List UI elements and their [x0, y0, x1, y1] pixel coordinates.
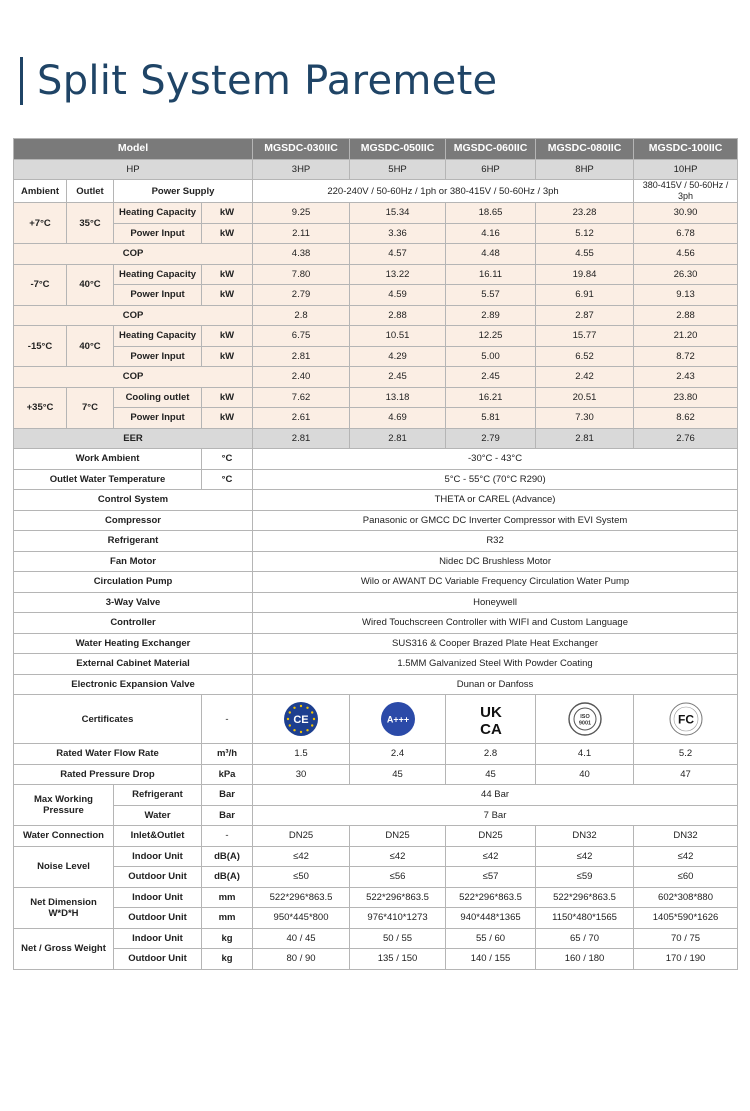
value-cell: 522*296*863.5	[350, 887, 446, 908]
sub-label: Refrigerant	[114, 785, 202, 806]
value-cell: 2.40	[253, 367, 350, 388]
heating-capacity-label: Heating Capacity	[114, 264, 202, 285]
ambient-value: -7°C	[14, 264, 67, 305]
value-cell: 30.90	[634, 203, 738, 224]
ambient-value: -15°C	[14, 326, 67, 367]
cert-cell	[446, 695, 536, 744]
sub-label: Water	[114, 805, 202, 826]
value-cell: 30	[253, 764, 350, 785]
heating-capacity-row	[14, 203, 738, 224]
controller-value: Wired Touchscreen Controller with WIFI and Custom Language	[253, 613, 738, 634]
heating-capacity-row	[14, 264, 738, 285]
value-cell: 2.79	[446, 428, 536, 449]
circulation-pump-value: Wilo or AWANT DC Variable Frequency Circulation Water Pump	[253, 572, 738, 593]
hp-label: HP	[14, 159, 253, 180]
heating-capacity-label: Heating Capacity	[114, 326, 202, 347]
outlet-value: 7°C	[67, 387, 114, 428]
unit-label: kg	[202, 928, 253, 949]
value-cell: 21.20	[634, 326, 738, 347]
value-cell: 2.45	[350, 367, 446, 388]
value-cell: 976*410*1273	[350, 908, 446, 929]
cabinet-material-value: 1.5MM Galvanized Steel With Powder Coating	[253, 654, 738, 675]
value-cell: 4.56	[634, 244, 738, 265]
value-cell: 2.81	[253, 428, 350, 449]
value-cell: 6.78	[634, 223, 738, 244]
value-cell: 7.80	[253, 264, 350, 285]
model-label: Model	[14, 139, 253, 160]
unit-label: kW	[202, 326, 253, 347]
power-supply-label: Power Supply	[114, 180, 253, 203]
value-cell: 1150*480*1565	[536, 908, 634, 929]
unit-label: mm	[202, 887, 253, 908]
ukca-mark-icon	[473, 701, 509, 737]
value-cell: 2.81	[350, 428, 446, 449]
ambient-value: +35°C	[14, 387, 67, 428]
value-cell: ≤56	[350, 867, 446, 888]
weight-outdoor-row	[14, 949, 738, 970]
value-cell: 12.25	[446, 326, 536, 347]
power-input-row	[14, 285, 738, 306]
sub-label: Indoor Unit	[114, 887, 202, 908]
power-input-label: Power Input	[114, 408, 202, 429]
cop-label: COP	[14, 305, 253, 326]
work-ambient-value: -30°C - 43°C	[253, 449, 738, 470]
value-cell: 2.8	[446, 744, 536, 765]
value-cell: ≤60	[634, 867, 738, 888]
value-cell: 20.51	[536, 387, 634, 408]
cop-label: COP	[14, 367, 253, 388]
svg-text:CE: CE	[293, 714, 309, 726]
unit-label: Bar	[202, 805, 253, 826]
hp-row	[14, 159, 738, 180]
value-cell: 160 / 180	[536, 949, 634, 970]
value-cell: 2.4	[350, 744, 446, 765]
power-input-row	[14, 408, 738, 429]
value-cell: 6.52	[536, 346, 634, 367]
rated-pressure-drop-row	[14, 764, 738, 785]
certificates-row	[14, 695, 738, 744]
expansion-valve-row	[14, 674, 738, 695]
value-cell: 47	[634, 764, 738, 785]
value-cell: 45	[350, 764, 446, 785]
max-pressure-label: Max Working Pressure	[14, 785, 114, 826]
value-cell: ≤50	[253, 867, 350, 888]
value-cell: 2.79	[253, 285, 350, 306]
outlet-value: 40°C	[67, 326, 114, 367]
value-cell: 2.88	[634, 305, 738, 326]
unit-label: dB(A)	[202, 846, 253, 867]
value-cell: 4.1	[536, 744, 634, 765]
net-dimension-label: Net Dimension W*D*H	[14, 887, 114, 928]
certificates-label: Certificates	[14, 695, 202, 744]
max-pressure-water-row	[14, 805, 738, 826]
noise-level-label: Noise Level	[14, 846, 114, 887]
value-cell: 7.30	[536, 408, 634, 429]
power-input-label: Power Input	[114, 346, 202, 367]
unit-label: kW	[202, 203, 253, 224]
value-cell: 170 / 190	[634, 949, 738, 970]
value-cell: ≤59	[536, 867, 634, 888]
value-cell: 8.72	[634, 346, 738, 367]
power-input-label: Power Input	[114, 223, 202, 244]
value-cell: ≤42	[536, 846, 634, 867]
cert-cell	[634, 695, 738, 744]
power-input-row	[14, 346, 738, 367]
value-cell: 4.59	[350, 285, 446, 306]
hp-value: 6HP	[446, 159, 536, 180]
value-cell: 23.28	[536, 203, 634, 224]
heating-capacity-label: Heating Capacity	[114, 203, 202, 224]
value-cell: 2.89	[446, 305, 536, 326]
fcc-mark-icon	[668, 701, 704, 737]
control-system-label: Control System	[14, 490, 253, 511]
value-cell: ≤57	[446, 867, 536, 888]
value-cell: 2.43	[634, 367, 738, 388]
value-cell: 44 Bar	[253, 785, 738, 806]
water-exchanger-row	[14, 633, 738, 654]
water-exchanger-value: SUS316 & Cooper Brazed Plate Heat Exchanger	[253, 633, 738, 654]
value-cell: 5.2	[634, 744, 738, 765]
value-cell: 4.69	[350, 408, 446, 429]
value-cell: 15.34	[350, 203, 446, 224]
value-cell: 13.22	[350, 264, 446, 285]
expansion-valve-label: Electronic Expansion Valve	[14, 674, 253, 695]
value-cell: 10.51	[350, 326, 446, 347]
unit-label: -	[202, 695, 253, 744]
outlet-value: 35°C	[67, 203, 114, 244]
fan-motor-label: Fan Motor	[14, 551, 253, 572]
unit-label: kW	[202, 387, 253, 408]
cop-row	[14, 367, 738, 388]
value-cell: 4.38	[253, 244, 350, 265]
value-cell: 70 / 75	[634, 928, 738, 949]
value-cell: 940*448*1365	[446, 908, 536, 929]
eer-row	[14, 428, 738, 449]
sub-label: Indoor Unit	[114, 928, 202, 949]
value-cell: 2.88	[350, 305, 446, 326]
compressor-row	[14, 510, 738, 531]
value-cell: 2.76	[634, 428, 738, 449]
svg-text:UK: UK	[479, 704, 502, 721]
max-pressure-refrigerant-row	[14, 785, 738, 806]
hp-value: 3HP	[253, 159, 350, 180]
value-cell: DN25	[350, 826, 446, 847]
value-cell: 19.84	[536, 264, 634, 285]
sub-label: Outdoor Unit	[114, 867, 202, 888]
value-cell: 135 / 150	[350, 949, 446, 970]
value-cell: 2.87	[536, 305, 634, 326]
value-cell: 4.29	[350, 346, 446, 367]
value-cell: 18.65	[446, 203, 536, 224]
value-cell: 2.81	[253, 346, 350, 367]
compressor-value: Panasonic or GMCC DC Inverter Compressor with EVI System	[253, 510, 738, 531]
unit-label: -	[202, 826, 253, 847]
noise-indoor-row	[14, 846, 738, 867]
hp-value: 10HP	[634, 159, 738, 180]
svg-text:CA: CA	[479, 721, 502, 737]
noise-outdoor-row	[14, 867, 738, 888]
compressor-label: Compressor	[14, 510, 253, 531]
value-cell: 23.80	[634, 387, 738, 408]
value-cell: 16.11	[446, 264, 536, 285]
unit-label: kW	[202, 264, 253, 285]
water-exchanger-label: Water Heating Exchanger	[14, 633, 253, 654]
ce-mark-icon	[283, 701, 319, 737]
value-cell: 5.81	[446, 408, 536, 429]
sub-label: Outdoor Unit	[114, 908, 202, 929]
iso9001-icon	[567, 701, 603, 737]
value-cell: 8.62	[634, 408, 738, 429]
net-gross-weight-label: Net / Gross Weight	[14, 928, 114, 969]
energy-label-icon	[380, 701, 416, 737]
unit-label: dB(A)	[202, 867, 253, 888]
ambient-col-label: Ambient	[14, 180, 67, 203]
page-title-block	[20, 54, 497, 108]
value-cell: DN32	[536, 826, 634, 847]
value-cell: 140 / 155	[446, 949, 536, 970]
value-cell: 2.11	[253, 223, 350, 244]
unit-label: kW	[202, 285, 253, 306]
value-cell: 7 Bar	[253, 805, 738, 826]
cert-cell	[253, 695, 350, 744]
unit-label: kg	[202, 949, 253, 970]
controller-label: Controller	[14, 613, 253, 634]
sub-label: Indoor Unit	[114, 846, 202, 867]
model-name: MGSDC-100IIC	[634, 139, 738, 160]
value-cell: 4.57	[350, 244, 446, 265]
spec-table	[13, 138, 738, 970]
cooling-outlet-label: Cooling outlet	[114, 387, 202, 408]
ambient-value: +7°C	[14, 203, 67, 244]
model-name: MGSDC-080IIC	[536, 139, 634, 160]
value-cell: 80 / 90	[253, 949, 350, 970]
value-cell: 950*445*800	[253, 908, 350, 929]
unit-label: kW	[202, 223, 253, 244]
page-title: Split System Paremete	[37, 58, 498, 104]
value-cell: 2.45	[446, 367, 536, 388]
value-cell: 4.48	[446, 244, 536, 265]
value-cell: ≤42	[634, 846, 738, 867]
power-input-row	[14, 223, 738, 244]
value-cell: DN25	[446, 826, 536, 847]
value-cell: 7.62	[253, 387, 350, 408]
value-cell: 15.77	[536, 326, 634, 347]
unit-label: °C	[202, 469, 253, 490]
value-cell: 1405*590*1626	[634, 908, 738, 929]
cop-row	[14, 305, 738, 326]
outlet-temperature-label: Outlet Water Temperature	[14, 469, 202, 490]
value-cell: 65 / 70	[536, 928, 634, 949]
unit-label: mm	[202, 908, 253, 929]
unit-label: °C	[202, 449, 253, 470]
value-cell: 5.57	[446, 285, 536, 306]
work-ambient-label: Work Ambient	[14, 449, 202, 470]
value-cell: 50 / 55	[350, 928, 446, 949]
value-cell: 9.13	[634, 285, 738, 306]
cert-cell	[536, 695, 634, 744]
power-input-label: Power Input	[114, 285, 202, 306]
work-ambient-row	[14, 449, 738, 470]
value-cell: 40	[536, 764, 634, 785]
circulation-pump-label: Circulation Pump	[14, 572, 253, 593]
power-supply-value: 380-415V / 50-60Hz / 3ph	[634, 180, 738, 203]
hp-value: 8HP	[536, 159, 634, 180]
value-cell: 6.75	[253, 326, 350, 347]
value-cell: 522*296*863.5	[253, 887, 350, 908]
refrigerant-label: Refrigerant	[14, 531, 253, 552]
cop-label: COP	[14, 244, 253, 265]
value-cell: 2.61	[253, 408, 350, 429]
hp-value: 5HP	[350, 159, 446, 180]
value-cell: 1.5	[253, 744, 350, 765]
outlet-temperature-row	[14, 469, 738, 490]
value-cell: 40 / 45	[253, 928, 350, 949]
value-cell: 16.21	[446, 387, 536, 408]
three-way-valve-row	[14, 592, 738, 613]
rated-flow-row	[14, 744, 738, 765]
sub-label: Inlet&Outlet	[114, 826, 202, 847]
water-connection-label: Water Connection	[14, 826, 114, 847]
controller-row	[14, 613, 738, 634]
value-cell: 522*296*863.5	[446, 887, 536, 908]
svg-text:A+++: A+++	[386, 714, 409, 725]
fan-motor-value: Nidec DC Brushless Motor	[253, 551, 738, 572]
cert-cell	[350, 695, 446, 744]
control-system-row	[14, 490, 738, 511]
svg-text:ISO: ISO	[579, 714, 590, 720]
eer-label: EER	[14, 428, 253, 449]
value-cell: 45	[446, 764, 536, 785]
unit-label: m³/h	[202, 744, 253, 765]
value-cell: 6.91	[536, 285, 634, 306]
svg-text:9001: 9001	[578, 720, 591, 727]
svg-text:FC: FC	[677, 712, 694, 727]
cabinet-material-label: External Cabinet Material	[14, 654, 253, 675]
model-name: MGSDC-060IIC	[446, 139, 536, 160]
value-cell: ≤42	[253, 846, 350, 867]
value-cell: 26.30	[634, 264, 738, 285]
title-accent-bar	[20, 57, 23, 105]
control-system-value: THETA or CAREL (Advance)	[253, 490, 738, 511]
value-cell: 3.36	[350, 223, 446, 244]
dimension-indoor-row	[14, 887, 738, 908]
outlet-temperature-value: 5°C - 55°C (70°C R290)	[253, 469, 738, 490]
refrigerant-value: R32	[253, 531, 738, 552]
model-header-row	[14, 139, 738, 160]
value-cell: 2.42	[536, 367, 634, 388]
value-cell: 9.25	[253, 203, 350, 224]
three-way-valve-label: 3-Way Valve	[14, 592, 253, 613]
value-cell: DN32	[634, 826, 738, 847]
value-cell: 602*308*880	[634, 887, 738, 908]
value-cell: DN25	[253, 826, 350, 847]
power-supply-value: 220-240V / 50-60Hz / 1ph or 380-415V / 50-60Hz / 3ph	[253, 180, 634, 203]
value-cell: 2.81	[536, 428, 634, 449]
value-cell: 55 / 60	[446, 928, 536, 949]
value-cell: 5.00	[446, 346, 536, 367]
value-cell: 5.12	[536, 223, 634, 244]
three-way-valve-value: Honeywell	[253, 592, 738, 613]
cop-row	[14, 244, 738, 265]
value-cell: ≤42	[350, 846, 446, 867]
water-connection-row	[14, 826, 738, 847]
value-cell: 522*296*863.5	[536, 887, 634, 908]
unit-label: Bar	[202, 785, 253, 806]
rated-flow-label: Rated Water Flow Rate	[14, 744, 202, 765]
expansion-valve-value: Dunan or Danfoss	[253, 674, 738, 695]
unit-label: kW	[202, 408, 253, 429]
circulation-pump-row	[14, 572, 738, 593]
value-cell: 2.8	[253, 305, 350, 326]
value-cell: 4.55	[536, 244, 634, 265]
outlet-col-label: Outlet	[67, 180, 114, 203]
value-cell: ≤42	[446, 846, 536, 867]
weight-indoor-row	[14, 928, 738, 949]
value-cell: 13.18	[350, 387, 446, 408]
refrigerant-row	[14, 531, 738, 552]
fan-motor-row	[14, 551, 738, 572]
unit-label: kW	[202, 346, 253, 367]
power-supply-row	[14, 180, 738, 203]
unit-label: kPa	[202, 764, 253, 785]
cabinet-material-row	[14, 654, 738, 675]
outlet-value: 40°C	[67, 264, 114, 305]
model-name: MGSDC-030IIC	[253, 139, 350, 160]
value-cell: 4.16	[446, 223, 536, 244]
heating-capacity-row	[14, 326, 738, 347]
sub-label: Outdoor Unit	[114, 949, 202, 970]
model-name: MGSDC-050IIC	[350, 139, 446, 160]
cooling-outlet-row	[14, 387, 738, 408]
rated-pressure-drop-label: Rated Pressure Drop	[14, 764, 202, 785]
dimension-outdoor-row	[14, 908, 738, 929]
